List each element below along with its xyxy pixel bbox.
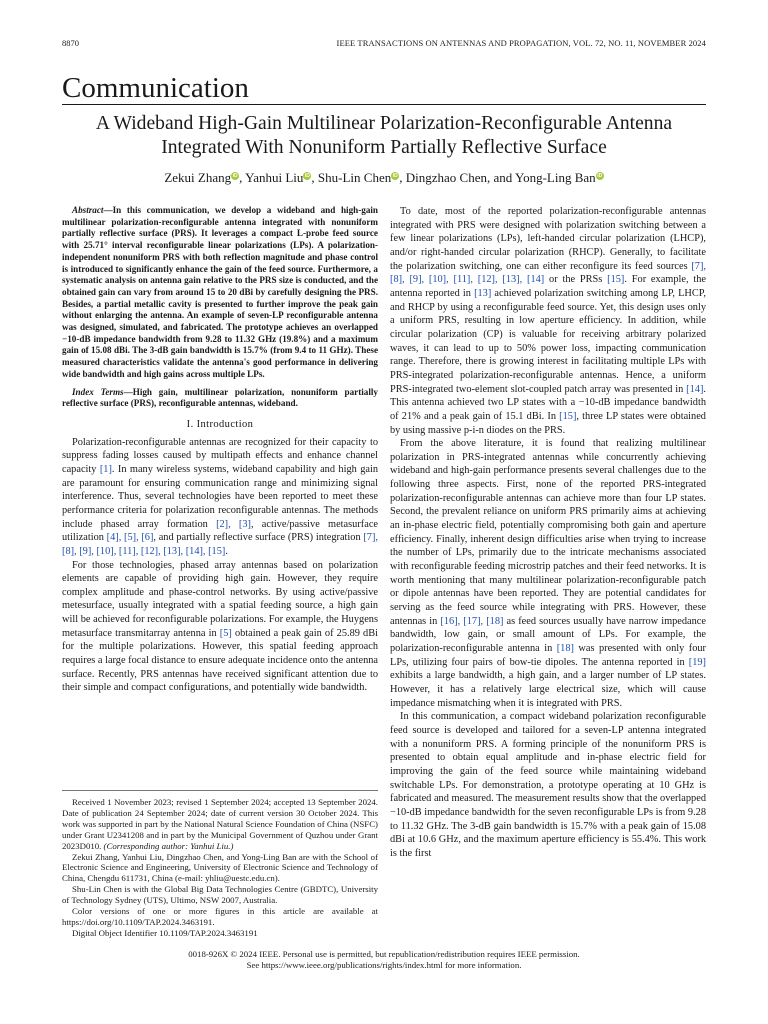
citation-link[interactable]: [14] <box>686 383 704 395</box>
left-column <box>62 205 378 695</box>
paragraph: In this communication, a compact wideband polarization reconfigurable feed source is developed and tailored for a seven-LP antenna integrated with a nonuniform PRS. A forming principle of the nonuniform PRS is presented to obtain equal amplitude and in-phase electric field for improving the gain of the feed source while maintaining wideband switchable LPs. For demonstration, a prototype operating at 10 GHz is fabricated and measured. The measurement results show that the overlapped −10-dB impedance bandwidth for the seven reconfigurable LPs is from 9.28 to 11.32 GHz. The 3-dB gain bandwidth is 15.7% with a peak gain of 15.08 dBi at 10.6 GHz, and the maximum aperture efficiency is 55.4%. This work is the first <box>390 711 706 859</box>
author-name: Zekui Zhang <box>164 170 232 185</box>
orcid-icon[interactable]: iD <box>597 173 603 179</box>
orcid-icon[interactable]: iD <box>232 173 238 179</box>
rights-link[interactable]: See https://www.ieee.org/publications/rights/index.html for more information. <box>246 960 522 970</box>
paragraph: For those technologies, phased array antennas based on polarization elements are capable of providing high gain. However, they require complex amplitude and phase-control networks. By using active/passive metesurface, usually integrated with a spatial feeding source, a high gain will be achieved for reconfigurable polarizations. For example, the Huygens metasurface transmitarray antenna in [5] obtained a peak gain of 25.89 dBi for the multiple polarizations. However, this spatial feeding approach requires a large focal distance to ensure adequate incidence onto the antenna surface. Recently, PRS antennas have received significant attention due to their simple and compact configurations, and potentially wide bandwidth. <box>62 559 379 694</box>
right-column <box>390 205 706 861</box>
section-label: Communication <box>62 72 706 105</box>
author-name: Yanhui Liu <box>245 170 304 185</box>
paper-title <box>62 112 706 160</box>
paragraph: Polarization-reconfigurable antennas are recognized for their capacity to suppress fading losses caused by multipath effects and enhance channel capacity [1]. In many wireless systems, wideband capability and high gain are paramount for ensuring communication range and minimizing signal interference. Thus, several technologies have been reported to meet these performance criteria for polarization reconfigurable antennas. The methods include phased array formation [2], [3], active/passive metasurface utilization [4], [5], [6], and partially reflective surface (PRS) integration [7], [8], [9], [10], [11], [12], [13], [14], [15]. <box>62 436 379 557</box>
index-terms: Index Terms—High gain, multilinear polarization, nonuniform partially reflective surface (PRS), reconfigurable antennas, wideband. <box>62 386 378 409</box>
citation-link[interactable]: [13] <box>474 287 492 299</box>
citation-link[interactable]: [7], [8], [9], [10], [11], [12], [13], [14] <box>390 260 706 286</box>
citation-link[interactable]: [15] <box>607 274 625 286</box>
footnote-affiliation: Shu-Lin Chen is with the Global Big Data Technologies Centre (GBDTC), University of Technology Sydney (UTS), Ultimo, NSW 2007, Australia. <box>62 884 378 906</box>
paragraph: From the above literature, it is found that realizing multilinear polarization in PRS-integrated antennas while concurrently achieving wideband and high-gain performance presents several challenges due to the following three aspects. First, none of the reported PRS-integrated polarization-reconfigurable antennas can achieve more than four LP states. Second, the prevalent reliance on uniform PRS primarily aims at achieving an in-phase electric field, potentially compromising both gain and aperture efficiency. Finally, inherent design difficulties arise when trying to increase the number of LPs, primarily due to the intricate mechanisms associated with reconfigurable feeding microstrip patches and their feed networks. It is worth mentioning that many multilinear polarization-reconfigurable patch or dipole antennas have been reported. They are potential candidates for serving as the feed source while integrating with PRS. However, these antennas in [16], [17], [18] as feed sources usually have narrow impedance bandwidth, low gain, or small amount of LPs. For example, the polarization-reconfigurable antenna in [18] was presented with only four LPs, utilizing four pairs of bow-tie dipoles. The antenna reported in [19] exhibits a large bandwidth, a high gain, and a larger number of LP states. However, it has a relatively large electrical size, which will cause impedance mismatching when it is integrated with PRS. <box>390 438 706 709</box>
abstract: Abstract—In this communication, we develop a wideband and high-gain multilinear polarization-reconfigurable antenna integrated with nonuniform partially reflective surface (PRS). It leverages a compact L-probe feed source with 25.71° interval reconfigurable linear polarizations (LPs). A polarization-independent nonuniform PRS with both reflection magnitude and phase control is introduced to significantly enhance the gain of the feed source. Furthermore, a systematic analysis on antenna gain relative to the PRS size is conducted, and the obtained gain can vary from around 15 to 20 dBi by carefully designing the PRS. Besides, a partial metallic cavity is presented to further improve the peak gain without enlarging the antenna. An example of seven-LP reconfigurable antenna was designed, simulated, and fabricated. The prototype achieves an overlapped −10-dB impedance bandwidth from 9.28 to 11.32 GHz (19.8%) and a maximum gain of 15.08 dBi. The 3-dB gain bandwidth is 15.7% (from 9.4 to 11 GHz). These measured characteristics validate the antenna's good performance in delivering wide bandwidth and high gains across multiple LPs. <box>62 205 378 379</box>
citation-link[interactable]: [18] <box>556 643 574 654</box>
orcid-icon[interactable]: iD <box>392 173 398 179</box>
abstract-text: In this communication, we develop a wideband and high-gain multilinear polarization-reconfigurable antenna integrated with nonuniform partially reflective surface (PRS). It leverages a compact L-probe feed source with 25.71° interval reconfigurable linear polarizations (LPs). A polarization-independent nonuniform PRS with both reflection magnitude and phase control is introduced to significantly enhance the gain of the feed source. Furthermore, a systematic analysis on antenna gain relative to the PRS size is conducted, and the obtained gain can vary from around 15 to 20 dBi by carefully designing the PRS. Besides, a partial metallic cavity is presented to further improve the peak gain without enlarging the antenna. An example of seven-LP reconfigurable antenna was designed, simulated, and fabricated. The prototype achieves an overlapped −10-dB impedance bandwidth from 9.28 to 11.32 GHz (19.8%) and a maximum gain of 15.08 dBi. The 3-dB gain bandwidth is 15.7% (from 9.4 to 11 GHz). These measured characteristics validate the antenna's good performance in delivering wide bandwidth and high gains across multiple LPs. <box>62 205 378 379</box>
footnote-color-note: Color versions of one or more figures in this article are available at https://doi.org/10.1109/TAP.2024.3463191. <box>62 906 378 927</box>
title-line-1: A Wideband High-Gain Multilinear Polarization-Reconfigurable Antenna <box>95 113 673 134</box>
citation-link[interactable]: [15] <box>559 410 577 422</box>
index-terms-text: High gain, multilinear polarization, nonuniform partially reflective surface (PRS), reconfigurable antennas, wideband. <box>62 386 378 409</box>
title-line-2: Integrated With Nonuniform Partially Reflective Surface <box>161 137 607 158</box>
copyright-line: 0018-926X © 2024 IEEE. Personal use is permitted, but republication/redistribution requires IEEE permission. <box>188 949 580 959</box>
paragraph: To date, most of the reported polarization-reconfigurable antennas integrated with PRS were designed with polarization switching between a few linear polarizations (LPs), left-handed circular polarization (LHCP), and/or right-handed circular polarization (RHCP). Generally, to facilitate the polarization switching, one can either reconfigure its feed sources [7], [8], [9], [10], [11], [12], [13], [14] or the PRSs [15]. For example, the antenna reported in [13] achieved polarization switching among LP, LHCP, and RHCP by using a reconfigurable feed source. Yet, this design uses only a uniform PRS, resulting in low aperture efficiency. In addition, while circular polarization (CP) is valuable for receiving arbitrary polarized waves, it can lead to up to 50% power loss, impacting communication range. Therefore, there is growing interest in facilitating multiple LPs with PRS-integrated polarization-reconfigurable antennas. Hence, a uniform PRS-integrated two-element slot-coupled patch array was presented in [14]. This antenna achieved two LP states with a −10-dB impedance bandwidth of 21% and a peak gain of 15.1 dBi. In [15], three LP states were obtained by using massive p-i-n diodes on the PRS. <box>390 206 706 436</box>
index-terms-label: Index Terms <box>72 386 124 397</box>
copyright-notice <box>62 949 706 971</box>
footnote-received: Received 1 November 2023; revised 1 September 2024; accepted 13 September 2024. Date of publication 24 September 2024; date of current version 30 October 2024. This work was supported in part by the National Natural Science Foundation of China (NSFC) under Grant U2341208 and in part by the Municipal Government of Quzhou under Grant 2023D010. (Corresponding author: Yanhui Liu.) <box>62 797 378 851</box>
abstract-label: Abstract <box>72 205 104 215</box>
citation-link[interactable]: [2], [3] <box>216 518 251 530</box>
orcid-icon[interactable]: iD <box>304 173 310 179</box>
page-number: 8870 <box>62 38 79 48</box>
author-list: Zekui Zhang iD , Yanhui Liu iD , Shu-Lin Chen iD , Dingzhao Chen, and Yong-Ling Ban iD <box>164 170 603 185</box>
citation-link[interactable]: [19] <box>688 656 706 668</box>
citation-link[interactable]: [1] <box>99 463 112 475</box>
author-name: Yong-Ling Ban <box>515 170 596 185</box>
citation-link[interactable]: [5] <box>219 627 232 639</box>
journal-header: IEEE TRANSACTIONS ON ANTENNAS AND PROPAGATION, VOL. 72, NO. 11, NOVEMBER 2024 <box>336 38 706 48</box>
footnote-doi: Digital Object Identifier 10.1109/TAP.2024.3463191 <box>72 927 258 938</box>
author-name: Dingzhao Chen <box>405 170 487 185</box>
citation-link[interactable]: [4], [5], [6] <box>106 532 154 544</box>
section-heading: I. Introduction <box>186 418 254 430</box>
citation-link[interactable]: [7], [8], [9], [10], [11], [12], [13], [14], [15] <box>62 532 378 557</box>
footnote <box>62 797 378 939</box>
author-name: Shu-Lin Chen <box>317 170 392 185</box>
citation-link[interactable]: [16], [17], [18] <box>440 615 504 627</box>
footnote-divider <box>62 790 378 791</box>
footnote-affiliation: Zekui Zhang, Yanhui Liu, Dingzhao Chen, and Yong-Ling Ban are with the School of Electronic Science and Engineering, University of Electronic Science and Technology of China, Chengdu 611731, China (e-mail: yhliu@uestc.edu.cn). <box>62 851 378 884</box>
